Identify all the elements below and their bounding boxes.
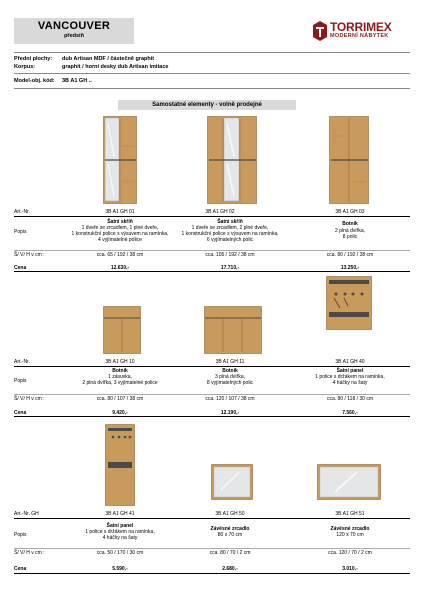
brand-logo <box>312 18 408 44</box>
item-price: 7.560,- <box>342 410 358 416</box>
divider <box>14 88 410 89</box>
product-image-gh51 <box>317 464 381 500</box>
document-header <box>14 18 410 44</box>
product-image-gh40 <box>326 276 372 330</box>
divider <box>14 73 410 74</box>
item-desc-line: 4 háčky na šaty <box>102 535 138 541</box>
item-code: 3B A1 GH 03 <box>335 209 365 215</box>
row1-art-line <box>14 216 410 217</box>
product-image-gh41 <box>105 424 135 506</box>
item-name: Botník <box>222 368 238 374</box>
brand-logo-icon <box>312 21 328 41</box>
item-desc-line: 1 police s držákem na ramínka, <box>315 374 385 380</box>
item-name: Šatní panel <box>106 523 134 529</box>
item-price: 13.250,- <box>340 265 360 271</box>
item-price: 2.680,- <box>222 566 238 572</box>
item-name: Šatní panel <box>336 368 364 374</box>
item-code: 3B A1 GH 51 <box>335 511 365 517</box>
product-subtitle: předsíň <box>64 33 84 39</box>
item-desc-line: 4 háčky na šaty <box>332 380 368 386</box>
item-name: Botník <box>342 221 358 227</box>
row3-dims-line <box>14 548 410 549</box>
product-image-gh50 <box>211 464 253 500</box>
meta-body <box>14 63 410 71</box>
item-code: 3B A1 GH 01 <box>105 209 135 215</box>
row-separator <box>14 416 410 417</box>
item-desc-line: 1 konstrukční police s výsuvem na ramínka, <box>71 231 169 237</box>
item-desc-line: 3 plná dvířka, <box>214 374 246 380</box>
item-code: 3B A1 GH 11 <box>215 359 245 365</box>
product-image-gh02 <box>207 116 257 204</box>
row1-dims-label: Š/ V/ H v cm : <box>14 252 45 258</box>
item-dims: cca. 105 / 192 / 38 cm <box>205 252 255 258</box>
item-dims: cca. 120 / 107 / 38 cm <box>205 396 255 402</box>
row1-dims-line <box>14 250 410 251</box>
row3-art-line <box>14 518 410 519</box>
product-image-gh01 <box>103 116 137 204</box>
item-desc-line: 2 plná dvířka, <box>334 228 366 234</box>
item-price: 12.630,- <box>110 265 130 271</box>
brand-subtitle: MODERNÍ NÁBYTEK <box>330 33 389 39</box>
meta-body-value: graphit / horní desky dub Artisan imitace <box>62 64 169 70</box>
row1-art-label: Art.-Nr. <box>14 209 30 215</box>
item-desc-line: 1 zásuvka, <box>108 374 132 380</box>
item-price: 3.010,- <box>342 566 358 572</box>
section-title: Samostatné elementy - volně prodejné <box>118 100 296 110</box>
item-dims: cca. 80 / 118 / 30 cm <box>326 396 374 402</box>
brand-name: TORRIMEX <box>330 20 392 34</box>
item-price: 17.710,- <box>220 265 240 271</box>
item-code: 3B A1 GH 02 <box>205 209 235 215</box>
item-desc-line: 1 dveře se zrcadlem, 1 plné dveře, <box>81 225 159 231</box>
item-dims: cca. 80 / 192 / 38 cm <box>326 252 374 258</box>
item-dims: cca. 50 / 170 / 30 cm <box>96 550 144 556</box>
divider <box>14 52 410 53</box>
item-desc-line: 6 vyjímatelných polic <box>206 237 254 243</box>
item-code: 3B A1 GH 10 <box>105 359 135 365</box>
item-desc-line: 1 police s držákem na ramínka, <box>85 529 155 535</box>
row3-price-label: Cena <box>14 566 27 572</box>
product-image-gh10 <box>103 306 141 354</box>
meta-body-label: Korpus: <box>14 64 36 70</box>
item-dims: cca. 120 / 70 / 2 cm <box>328 550 372 556</box>
meta-model-value: 3B A1 GH .. <box>62 78 92 84</box>
item-dims: cca. 65 / 192 / 38 cm <box>96 252 144 258</box>
meta-model <box>14 77 410 85</box>
meta-front-value: dub Artisan MDF / částečně graphit <box>62 56 155 62</box>
item-code: 3B A1 GH 40 <box>335 359 365 365</box>
row2-price-label: Cena <box>14 410 27 416</box>
product-image-gh03 <box>329 116 369 204</box>
meta-model-label: Model-obj. kód: <box>14 78 55 84</box>
item-desc-line: 1 dveře se zrcadlem, 2 plné dveře, <box>191 225 269 231</box>
item-price: 5.590,- <box>112 566 128 572</box>
row2-art-line <box>14 366 410 367</box>
meta-front <box>14 55 410 63</box>
title-box <box>14 18 134 44</box>
row3-art-label: Art.-Nr. GH <box>14 511 39 517</box>
product-image-gh11 <box>204 306 262 354</box>
meta-front-label: Přední plochy: <box>14 56 53 62</box>
row3-desc-label: Popis <box>14 532 27 538</box>
item-price: 9.420,- <box>112 410 128 416</box>
item-desc-line: 1 konstrukční police s výsuvem na ramínka, <box>181 231 279 237</box>
item-name: Šatní skříň <box>217 219 243 225</box>
item-desc-line: 8 polic <box>342 234 358 240</box>
row1-price-label: Cena <box>14 265 27 271</box>
item-desc-line: 80 x 70 cm <box>217 532 243 538</box>
item-name: Šatní skříň <box>107 219 133 225</box>
row-separator <box>14 271 410 272</box>
item-desc-line: 2 plná dvířka, 3 vyjímatelné police <box>82 380 158 386</box>
row2-art-label: Art.-Nr. <box>14 359 30 365</box>
row2-dims-line <box>14 394 410 395</box>
item-name: Závěsné zrcadlo <box>210 526 250 532</box>
item-dims: cca. 80 / 70 / 2 cm <box>209 550 251 556</box>
item-code: 3B A1 GH 41 <box>105 511 135 517</box>
item-price: 12.190,- <box>220 410 240 416</box>
item-desc-line: 120 x 70 cm <box>336 532 364 538</box>
row2-desc-label: Popis <box>14 378 27 384</box>
item-desc-line: 4 vyjímatelné police <box>98 237 142 243</box>
row3-dims-label: Š/ V/ H v cm : <box>14 550 45 556</box>
item-desc-line: 8 vyjímatelných polic <box>206 380 254 386</box>
row-separator <box>14 573 410 574</box>
item-dims: cca. 80 / 107 / 38 cm <box>96 396 144 402</box>
item-name: Závěsné zrcadlo <box>330 526 370 532</box>
row1-desc-label: Popis <box>14 229 27 235</box>
item-code: 3B A1 GH 50 <box>215 511 245 517</box>
item-name: Botník <box>112 368 128 374</box>
row2-dims-label: Š/ V/ H v cm : <box>14 396 45 402</box>
product-title: VANCOUVER <box>37 20 111 32</box>
